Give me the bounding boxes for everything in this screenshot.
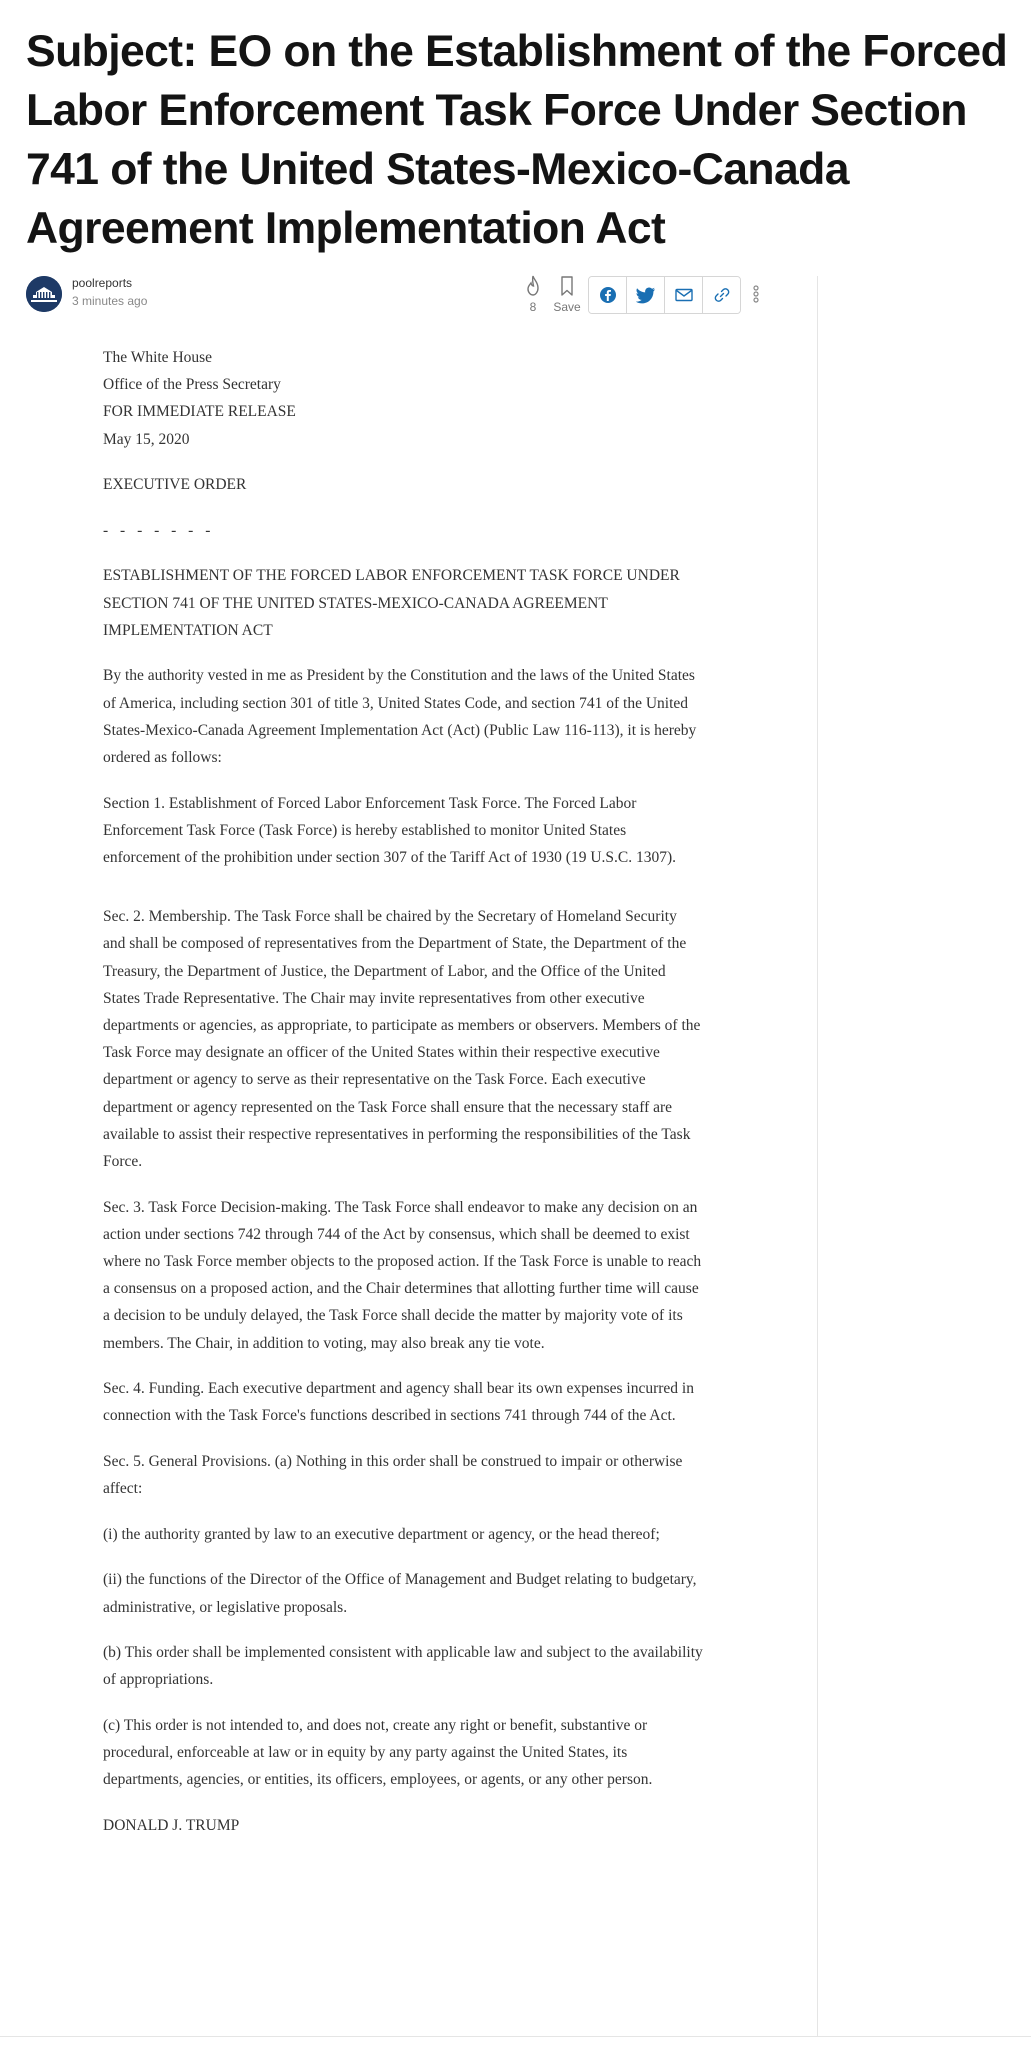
flame-reaction-button[interactable] [518,274,548,314]
header-line: Office of the Press Secretary [103,376,281,394]
more-icon [748,282,764,306]
section-2: Sec. 2. Membership. The Task Force shall be chaired by the Secretary of Homeland Security and shall be composed of representatives from the Department of State, the Department of the Treasury, the Department of Justice, the Department of Labor, and the Office of the United States Trade Representative. The Chair may invite representatives from other executive departments or agencies, as appropriate, to participate as members or observers. Members of the Task Force may designate an officer of the United States within their respective executive department or agency to serve as their representative on the Task Force. Each executive department or agency represented on the Task Force shall ensure that the necessary staff are available to assist their respective representatives in performing the responsibilities of the Task Force. [103,908,701,1171]
save-label: Save [553,300,581,314]
author-name[interactable]: poolreports [72,276,133,290]
section-5-b: (b) This order shall be implemented consistent with applicable law and subject to the availability of appropriations. [103,1644,703,1689]
section-3: Sec. 3. Task Force Decision-making. The Task Force shall endeavor to make any decision on an action under sections 742 through 744 of the Act by consensus, which shall be deemed to exist where no Task Force member objects to the proposed action. If the Task Force is unable to reach a consensus on a proposed action, and the Chair determines that allotting further time will cause a decision to be unduly delayed, the Task Force shall decide the matter by majority vote of its members. The Chair, in addition to voting, may also break any tie vote. [103,1198,702,1352]
section-5-i: (i) the authority granted by law to an executive department or agency, or the head thereof; [103,1525,660,1543]
section-5-ii: (ii) the functions of the Director of the Office of Management and Budget relating to budgetary, administrative, or legislative proposals. [103,1571,697,1616]
sidebar-divider [817,276,818,2036]
separator: - - - - - - - [103,521,215,539]
bookmark-icon [552,274,582,298]
copy-link-button[interactable] [703,277,740,313]
header-line: The White House [103,349,213,366]
post-timestamp: 3 minutes ago [72,294,148,308]
order-heading: ESTABLISHMENT OF THE FORCED LABOR ENFORCEMENT TASK FORCE UNDER SECTION 741 OF THE UNITED STATES-MEXICO-CANADA AGREEMENT IMPLEMENTATION ACT [103,567,680,639]
avatar[interactable] [26,276,62,312]
release-date: May 15, 2020 [103,430,190,448]
link-icon [713,286,731,304]
release-header [103,344,703,453]
share-bar [588,276,741,314]
email-icon [675,288,693,302]
share-twitter-button[interactable] [627,277,665,313]
flame-icon [518,274,548,298]
signature: DONALD J. TRUMP [103,1817,240,1835]
flame-count: 8 [529,300,537,314]
header-line: FOR IMMEDIATE RELEASE [103,403,296,421]
section-5-c: (c) This order is not intended to, and does not, create any right or benefit, substantive or procedural, enforceable at law or in equity by any party against the United States, its departments, agencies, or entities, its officers, employees, or agents, or any other person. [103,1717,653,1789]
facebook-icon [599,286,617,304]
section-5: Sec. 5. General Provisions. (a) Nothing in this order shall be construed to impair or otherwise affect: [103,1453,683,1498]
white-house-logo-icon [26,276,62,312]
share-email-button[interactable] [665,277,703,313]
share-facebook-button[interactable] [589,277,627,313]
twitter-icon [636,286,656,304]
footer-divider [0,2036,1031,2037]
section-4: Sec. 4. Funding. Each executive department and agency shall bear its own expenses incurred in connection with the Task Force's functions described in sections 741 through 744 of the Act. [103,1380,694,1425]
document-type: EXECUTIVE ORDER [103,476,247,494]
preamble: By the authority vested in me as President by the Constitution and the laws of the United States of America, including section 301 of title 3, United States Code, and section 741 of the United States-Mexico-Canada Agreement Implementation Act (Act) (Public Law 116-113), it is hereby ordered as follows: [103,667,697,766]
section-1: Section 1. Establishment of Forced Labor Enforcement Task Force. The Forced Labor Enforcement Task Force (Task Force) is hereby established to monitor United States enforcement of the prohibition under section 307 of the Tariff Act of 1930 (19 U.S.C. 1307). [103,794,677,866]
save-button[interactable] [552,274,582,314]
article-title: Subject: EO on the Establishment of the Forced Labor Enforcement Task Force Under Section 741 of the United States-Mexico-Canada Agreement Implementation Act [26,27,1008,253]
more-options-button[interactable] [748,282,764,306]
article-body [103,344,703,1858]
